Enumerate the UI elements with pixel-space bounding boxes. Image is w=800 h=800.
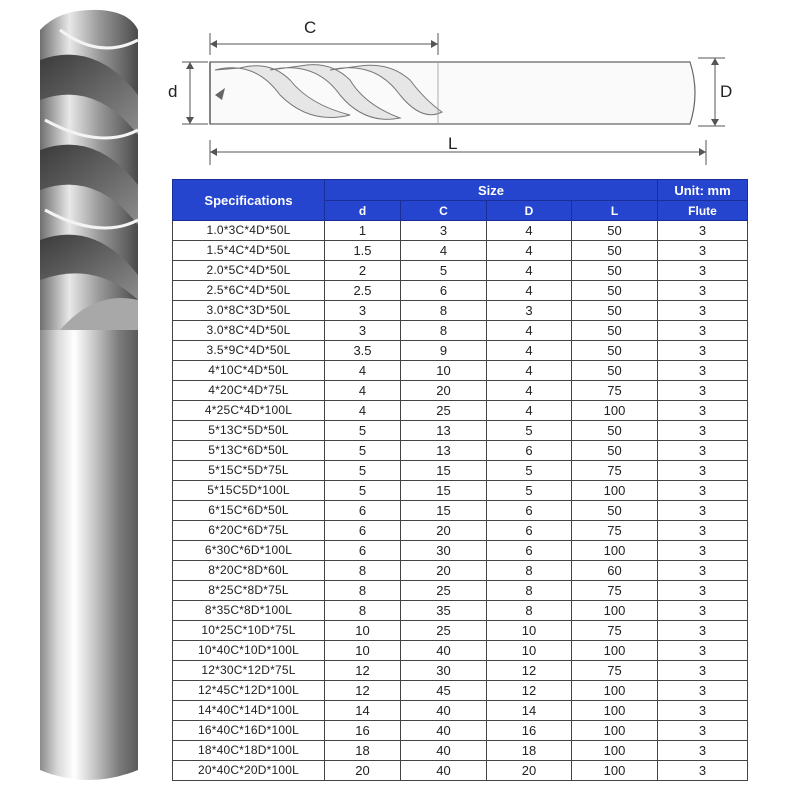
spec-cell: 1.5*4C*4D*50L: [173, 241, 325, 261]
table-row: [173, 761, 748, 781]
spec-cell: 6*20C*6D*75L: [173, 521, 325, 541]
l-cell: 50: [572, 221, 658, 241]
d-cell: 5: [325, 421, 401, 441]
d-cell: 18: [325, 741, 401, 761]
table-row: [173, 581, 748, 601]
flute-cell: 3: [658, 701, 748, 721]
spec-cell: 4*10C*4D*50L: [173, 361, 325, 381]
D-cell: 12: [487, 661, 572, 681]
flute-cell: 3: [658, 381, 748, 401]
D-cell: 10: [487, 621, 572, 641]
table-row: [173, 241, 748, 261]
flute-cell: 3: [658, 641, 748, 661]
header-specifications: Specifications: [173, 180, 325, 221]
d-cell: 16: [325, 721, 401, 741]
table-row: [173, 521, 748, 541]
d-cell: 3: [325, 321, 401, 341]
l-cell: 100: [572, 481, 658, 501]
header-col-c: C: [401, 201, 487, 221]
table-row: [173, 481, 748, 501]
flute-cell: 3: [658, 621, 748, 641]
l-cell: 100: [572, 741, 658, 761]
header-col-flute: Flute: [658, 201, 748, 221]
table-row: [173, 621, 748, 641]
l-cell: 75: [572, 381, 658, 401]
spec-cell: 3.5*9C*4D*50L: [173, 341, 325, 361]
d-cell: 1.5: [325, 241, 401, 261]
c-cell: 20: [401, 381, 487, 401]
table-row: [173, 401, 748, 421]
table-row: [173, 641, 748, 661]
l-cell: 50: [572, 441, 658, 461]
spec-cell: 5*13C*6D*50L: [173, 441, 325, 461]
D-cell: 4: [487, 281, 572, 301]
table-body: [173, 221, 748, 781]
header-col-l: L: [572, 201, 658, 221]
D-cell: 6: [487, 441, 572, 461]
l-cell: 50: [572, 281, 658, 301]
spec-cell: 5*13C*5D*50L: [173, 421, 325, 441]
specification-table: [172, 179, 748, 781]
d-cell: 4: [325, 361, 401, 381]
D-cell: 20: [487, 761, 572, 781]
table-row: [173, 221, 748, 241]
D-cell: 14: [487, 701, 572, 721]
table-row: [173, 741, 748, 761]
l-cell: 100: [572, 401, 658, 421]
flute-cell: 3: [658, 321, 748, 341]
D-cell: 4: [487, 401, 572, 421]
d-cell: 5: [325, 441, 401, 461]
D-cell: 5: [487, 481, 572, 501]
d-cell: 2.5: [325, 281, 401, 301]
l-cell: 50: [572, 501, 658, 521]
D-cell: 12: [487, 681, 572, 701]
D-cell: 10: [487, 641, 572, 661]
spec-cell: 1.0*3C*4D*50L: [173, 221, 325, 241]
d-cell: 1: [325, 221, 401, 241]
d-cell: 14: [325, 701, 401, 721]
spec-cell: 12*45C*12D*100L: [173, 681, 325, 701]
flute-cell: 3: [658, 361, 748, 381]
table-row: [173, 501, 748, 521]
table-row: [173, 441, 748, 461]
d-cell: 6: [325, 521, 401, 541]
l-cell: 50: [572, 321, 658, 341]
flute-cell: 3: [658, 741, 748, 761]
D-cell: 8: [487, 601, 572, 621]
table-row: [173, 341, 748, 361]
d-cell: 3.5: [325, 341, 401, 361]
D-cell: 4: [487, 381, 572, 401]
table-row: [173, 261, 748, 281]
spec-cell: 6*15C*6D*50L: [173, 501, 325, 521]
flute-cell: 3: [658, 301, 748, 321]
table-row: [173, 701, 748, 721]
D-cell: 3: [487, 301, 572, 321]
D-cell: 6: [487, 521, 572, 541]
D-cell: 4: [487, 221, 572, 241]
spec-cell: 2.0*5C*4D*50L: [173, 261, 325, 281]
c-cell: 13: [401, 421, 487, 441]
c-cell: 35: [401, 601, 487, 621]
D-cell: 8: [487, 581, 572, 601]
dim-label-d-small: d: [168, 82, 178, 101]
flute-cell: 3: [658, 481, 748, 501]
l-cell: 100: [572, 701, 658, 721]
header-col-D: D: [487, 201, 572, 221]
c-cell: 5: [401, 261, 487, 281]
spec-cell: 4*25C*4D*100L: [173, 401, 325, 421]
d-cell: 12: [325, 681, 401, 701]
c-cell: 8: [401, 321, 487, 341]
c-cell: 40: [401, 721, 487, 741]
D-cell: 5: [487, 421, 572, 441]
flute-cell: 3: [658, 501, 748, 521]
table-row: [173, 321, 748, 341]
spec-cell: 12*30C*12D*75L: [173, 661, 325, 681]
table-row: [173, 661, 748, 681]
d-cell: 10: [325, 621, 401, 641]
d-cell: 6: [325, 501, 401, 521]
spec-cell: 8*35C*8D*100L: [173, 601, 325, 621]
l-cell: 100: [572, 761, 658, 781]
c-cell: 40: [401, 761, 487, 781]
d-cell: 3: [325, 301, 401, 321]
end-mill-drawing: [160, 0, 800, 175]
dimension-diagram: [160, 0, 800, 175]
d-cell: 8: [325, 581, 401, 601]
c-cell: 15: [401, 481, 487, 501]
flute-cell: 3: [658, 581, 748, 601]
c-cell: 15: [401, 461, 487, 481]
flute-cell: 3: [658, 681, 748, 701]
d-cell: 8: [325, 601, 401, 621]
spec-cell: 8*20C*8D*60L: [173, 561, 325, 581]
flute-cell: 3: [658, 341, 748, 361]
c-cell: 30: [401, 661, 487, 681]
l-cell: 50: [572, 261, 658, 281]
header-col-d: d: [325, 201, 401, 221]
d-cell: 5: [325, 461, 401, 481]
d-cell: 2: [325, 261, 401, 281]
table-row: [173, 541, 748, 561]
D-cell: 4: [487, 241, 572, 261]
d-cell: 4: [325, 381, 401, 401]
D-cell: 4: [487, 361, 572, 381]
table-row: [173, 421, 748, 441]
flute-cell: 3: [658, 661, 748, 681]
flute-cell: 3: [658, 601, 748, 621]
c-cell: 40: [401, 641, 487, 661]
d-cell: 6: [325, 541, 401, 561]
c-cell: 25: [401, 621, 487, 641]
spec-cell: 4*20C*4D*75L: [173, 381, 325, 401]
table-row: [173, 281, 748, 301]
flute-cell: 3: [658, 441, 748, 461]
l-cell: 100: [572, 541, 658, 561]
dim-label-c: C: [304, 18, 317, 37]
l-cell: 100: [572, 681, 658, 701]
l-cell: 75: [572, 581, 658, 601]
dim-label-d-large: D: [720, 82, 733, 101]
D-cell: 8: [487, 561, 572, 581]
flute-cell: 3: [658, 281, 748, 301]
flute-cell: 3: [658, 261, 748, 281]
c-cell: 20: [401, 561, 487, 581]
l-cell: 75: [572, 521, 658, 541]
spec-cell: 5*15C5D*100L: [173, 481, 325, 501]
flute-cell: 3: [658, 221, 748, 241]
d-cell: 4: [325, 401, 401, 421]
dim-label-l: L: [448, 134, 458, 153]
d-cell: 20: [325, 761, 401, 781]
spec-cell: 5*15C*5D*75L: [173, 461, 325, 481]
l-cell: 50: [572, 241, 658, 261]
header-unit: Unit: mm: [658, 180, 748, 201]
c-cell: 10: [401, 361, 487, 381]
c-cell: 15: [401, 501, 487, 521]
flute-cell: 3: [658, 561, 748, 581]
table-row: [173, 361, 748, 381]
spec-cell: 10*40C*10D*100L: [173, 641, 325, 661]
spec-cell: 2.5*6C*4D*50L: [173, 281, 325, 301]
flute-cell: 3: [658, 241, 748, 261]
l-cell: 100: [572, 641, 658, 661]
c-cell: 13: [401, 441, 487, 461]
l-cell: 75: [572, 461, 658, 481]
table-row: [173, 561, 748, 581]
spec-cell: 6*30C*6D*100L: [173, 541, 325, 561]
header-size: Size: [325, 180, 658, 201]
D-cell: 6: [487, 501, 572, 521]
c-cell: 45: [401, 681, 487, 701]
c-cell: 20: [401, 521, 487, 541]
l-cell: 60: [572, 561, 658, 581]
table-row: [173, 381, 748, 401]
d-cell: 10: [325, 641, 401, 661]
c-cell: 8: [401, 301, 487, 321]
l-cell: 50: [572, 341, 658, 361]
flute-cell: 3: [658, 461, 748, 481]
flute-cell: 3: [658, 761, 748, 781]
spec-cell: 3.0*8C*4D*50L: [173, 321, 325, 341]
c-cell: 30: [401, 541, 487, 561]
l-cell: 75: [572, 621, 658, 641]
l-cell: 75: [572, 661, 658, 681]
D-cell: 4: [487, 321, 572, 341]
D-cell: 6: [487, 541, 572, 561]
spec-cell: 20*40C*20D*100L: [173, 761, 325, 781]
d-cell: 12: [325, 661, 401, 681]
c-cell: 40: [401, 741, 487, 761]
d-cell: 5: [325, 481, 401, 501]
l-cell: 50: [572, 421, 658, 441]
table-row: [173, 301, 748, 321]
table-row: [173, 681, 748, 701]
flute-cell: 3: [658, 721, 748, 741]
D-cell: 4: [487, 261, 572, 281]
d-cell: 8: [325, 561, 401, 581]
c-cell: 3: [401, 221, 487, 241]
c-cell: 9: [401, 341, 487, 361]
flute-cell: 3: [658, 421, 748, 441]
c-cell: 40: [401, 701, 487, 721]
table-row: [173, 601, 748, 621]
c-cell: 25: [401, 581, 487, 601]
flute-cell: 3: [658, 541, 748, 561]
c-cell: 6: [401, 281, 487, 301]
l-cell: 50: [572, 301, 658, 321]
l-cell: 50: [572, 361, 658, 381]
table-row: [173, 721, 748, 741]
spec-cell: 8*25C*8D*75L: [173, 581, 325, 601]
D-cell: 4: [487, 341, 572, 361]
flute-cell: 3: [658, 401, 748, 421]
D-cell: 16: [487, 721, 572, 741]
spec-cell: 18*40C*18D*100L: [173, 741, 325, 761]
table-row: [173, 461, 748, 481]
D-cell: 18: [487, 741, 572, 761]
spec-cell: 10*25C*10D*75L: [173, 621, 325, 641]
spec-cell: 14*40C*14D*100L: [173, 701, 325, 721]
flute-cell: 3: [658, 521, 748, 541]
end-mill-photo: [0, 0, 172, 800]
spec-cell: 16*40C*16D*100L: [173, 721, 325, 741]
c-cell: 25: [401, 401, 487, 421]
l-cell: 100: [572, 601, 658, 621]
l-cell: 100: [572, 721, 658, 741]
D-cell: 5: [487, 461, 572, 481]
c-cell: 4: [401, 241, 487, 261]
spec-cell: 3.0*8C*3D*50L: [173, 301, 325, 321]
